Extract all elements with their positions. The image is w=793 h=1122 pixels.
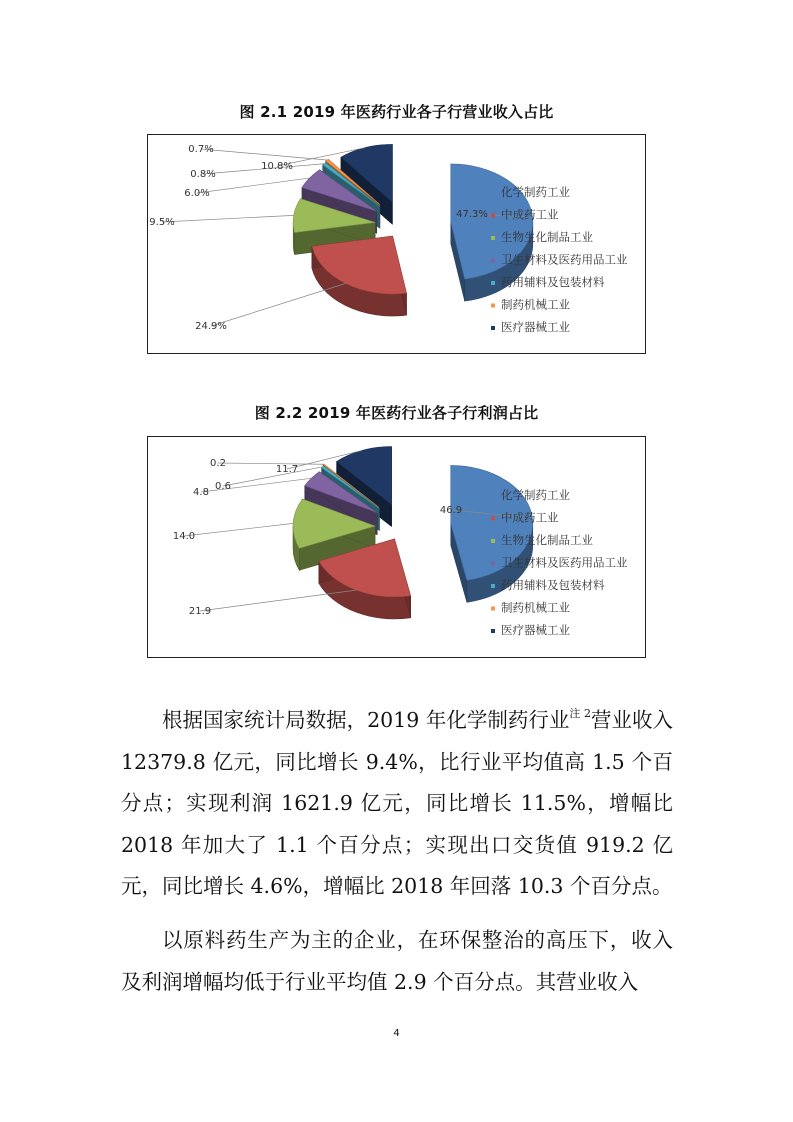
legend-label: 医疗器械工业 [501,623,570,637]
legend-marker [491,326,495,330]
figure-2-1-title: 图 2.1 2019 年医药行业各子行营业收入占比 [239,103,554,121]
figure-2-2-title: 图 2.2 2019 年医药行业各子行利润占比 [254,404,539,422]
data-label: 0.2 [210,458,226,469]
paragraph-text: 以原料药生产为主的企业，在环保整治的高压下，收入及利润增幅均低于行业平均值 2.9 个百分点。其营业收入 [121,928,673,994]
legend-label: 制药机械工业 [501,600,570,615]
legend-label: 卫生材料及医药用品工业 [501,555,628,570]
data-label: 24.9% [195,321,227,332]
data-label: 0.6 [215,481,231,492]
body-paragraph-chemical-pharma [121,700,673,908]
footnote-marker: 注 2 [569,707,591,720]
legend-marker [491,562,495,566]
legend-marker [491,607,495,611]
data-label: 4.8 [193,487,209,498]
data-label: 0.8% [190,169,216,180]
legend-marker [491,236,495,240]
legend-label: 卫生材料及医药用品工业 [501,252,628,267]
legend-label: 制药机械工业 [501,297,570,312]
legend-marker [491,629,495,633]
legend-label: 中成药工业 [501,207,559,222]
legend-label: 生物生化制品工业 [501,533,593,547]
legend-label: 中成药工业 [501,510,559,525]
data-label: 11.7 [275,464,299,475]
data-label: 10.8% [261,161,293,172]
legend-marker [491,214,495,218]
legend-label: 化学制药工业 [501,185,570,199]
legend-label: 化学制药工业 [501,488,570,502]
label-leader-line [211,283,345,326]
legend-marker [491,517,495,521]
pie-chart-profit [148,437,645,657]
data-label: 46.9 [439,505,463,516]
legend-label: 医疗器械工业 [501,320,570,334]
pie-slice-1 [312,236,407,316]
legend-marker [491,191,495,195]
figure-2-1-chart [147,134,646,354]
label-leader-line [201,149,327,160]
label-leader-line [200,590,356,611]
label-leader-line [197,178,310,193]
data-label: 6.0% [184,188,210,199]
legend-marker [491,304,495,308]
legend-label: 生物生化制品工业 [501,230,593,244]
figure-2-2-chart [147,436,646,658]
pie-chart-revenue [148,135,645,353]
data-label: 0.7% [188,144,214,155]
legend-marker [491,281,495,285]
label-leader-line [162,215,294,222]
legend-marker [491,494,495,498]
data-label: 21.9 [188,606,212,617]
data-label: 47.3% [456,209,488,220]
legend-marker [491,259,495,263]
label-leader-line [184,523,293,536]
page-number: 4 [393,1028,400,1039]
legend-marker [491,584,495,588]
body-paragraph-api-enterprises [121,920,673,1003]
data-label: 9.5% [149,217,175,228]
legend-label: 药用辅料及包装材料 [501,275,605,289]
legend-marker [491,539,495,543]
data-label: 14.0 [172,531,196,542]
legend-label: 药用辅料及包装材料 [501,578,605,592]
paragraph-text-rest: 营业收入 12379.8 亿元，同比增长 9.4%，比行业平均值高 1.5 个百分点；实现利润 1621.9 亿元，同比增长 11.5%，增幅比 2018 年加大了 1.1 个百分点；实现出口交货值 919.2 亿元，同比增长 4.6%，增幅比 2018 年回落 10.3 个百分点。 [121,708,674,898]
paragraph-text-start: 根据国家统计局数据，2019 年化学制药行业 [162,708,570,732]
